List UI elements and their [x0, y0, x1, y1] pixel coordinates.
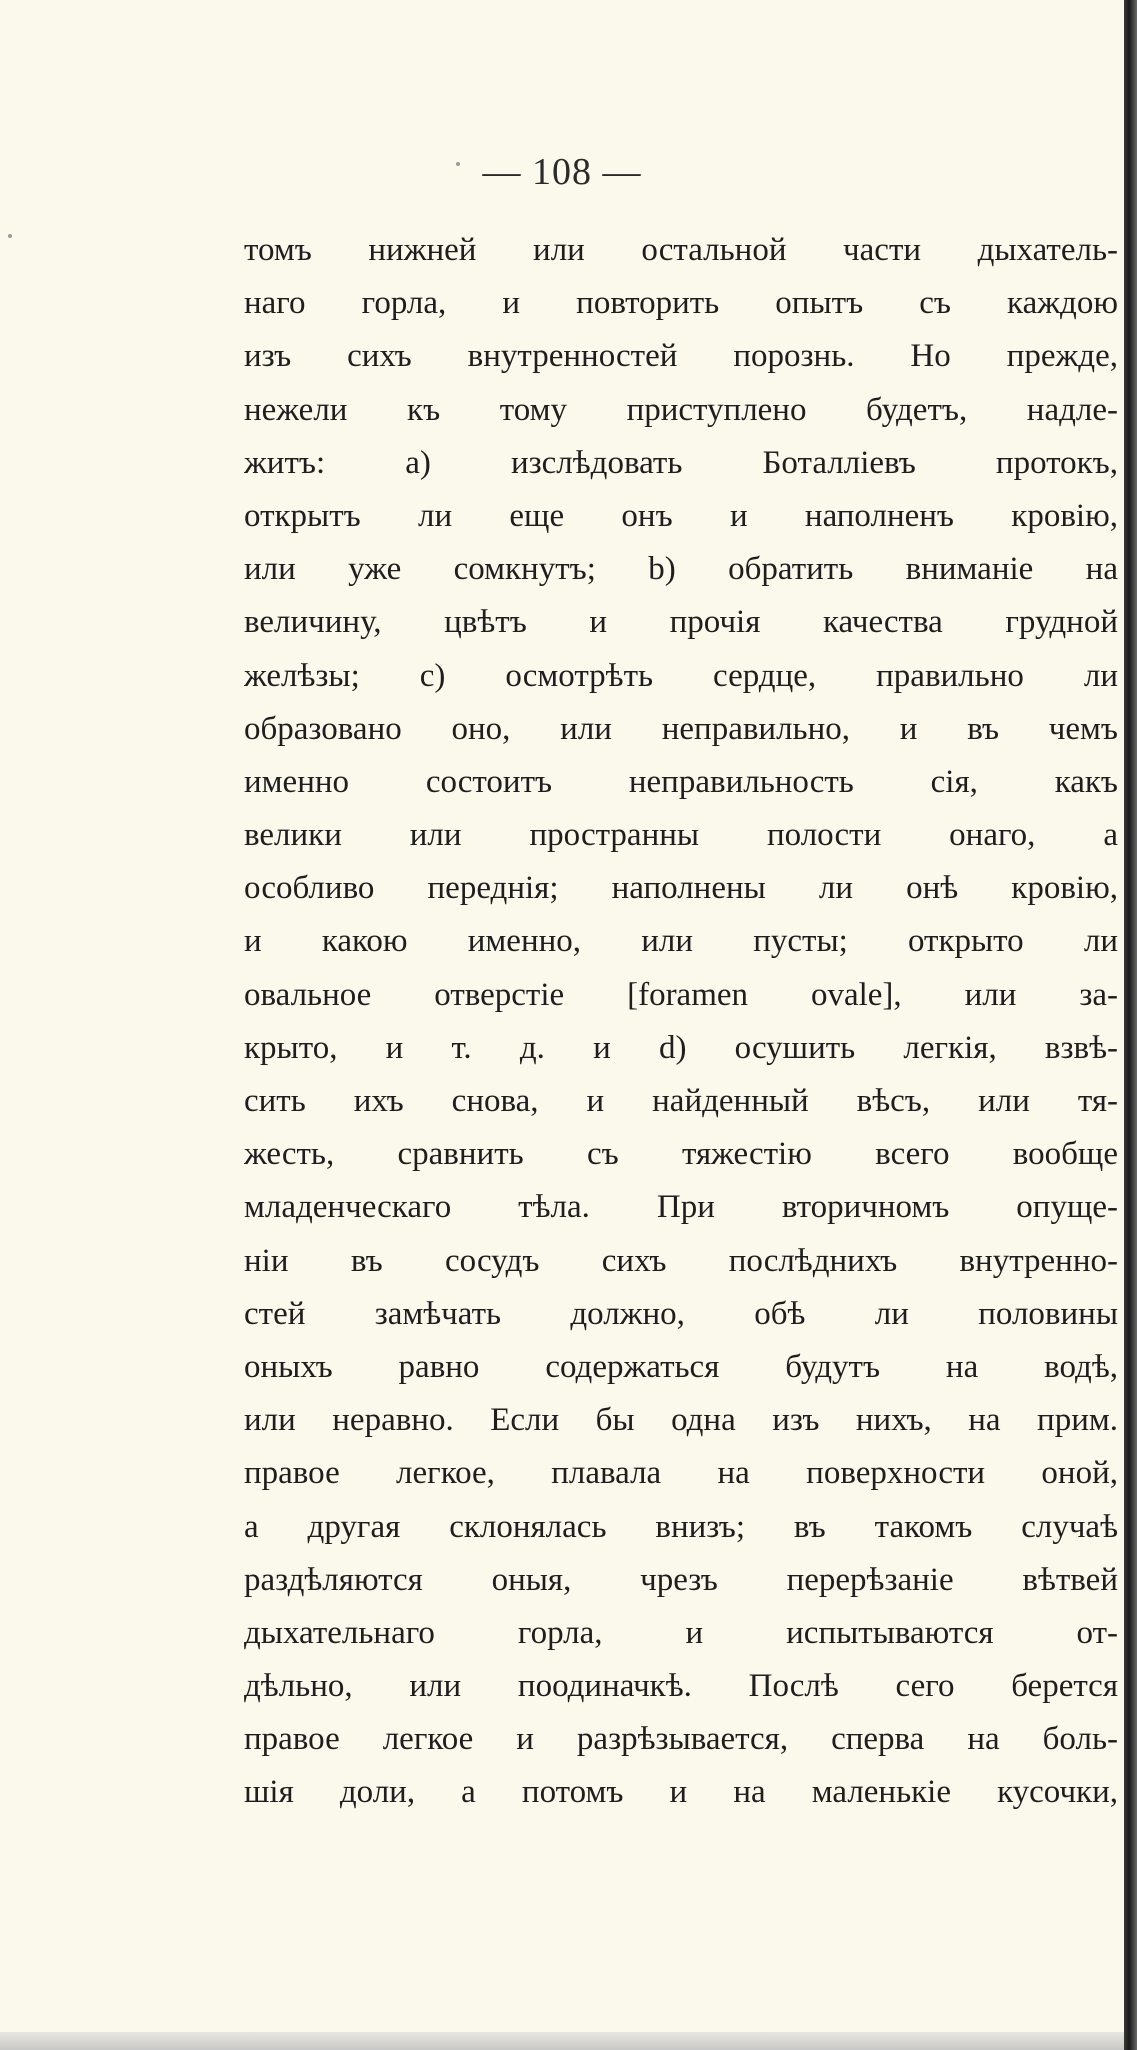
text-line: младенческаго тѣла. При вторичномъ опуще-: [244, 1189, 1118, 1226]
text-line: правое легкое и разрѣзывается, сперва на боль-: [244, 1721, 1118, 1758]
text-line: открытъ ли еще онъ и наполненъ кровію,: [244, 497, 1118, 534]
text-line: ніи въ сосудъ сихъ послѣднихъ внутренно-: [244, 1242, 1118, 1279]
text-line: овальное отверстіе [foramen ovale], или за-: [244, 976, 1118, 1013]
text-line: житъ: а) изслѣдовать Боталліевъ протокъ,: [244, 444, 1118, 481]
text-line: раздѣляются оныя, чрезъ перерѣзаніе вѣтвей: [244, 1561, 1118, 1598]
body-text: [244, 224, 1118, 1820]
text-line: или неравно. Если бы одна изъ нихъ, на прим.: [244, 1402, 1118, 1439]
paper-speck: [456, 162, 460, 166]
text-line: шія доли, а потомъ и на маленькіе кусочки,: [244, 1774, 1118, 1811]
text-line: правое легкое, плавала на поверхности оной,: [244, 1455, 1118, 1492]
text-line: изъ сихъ внутренностей порознь. Но прежде,: [244, 338, 1118, 375]
text-line: дыхательнаго горла, и испытываются от-: [244, 1614, 1118, 1651]
text-line: оныхъ равно содержаться будутъ на водѣ,: [244, 1348, 1118, 1385]
bottom-shadow: [0, 2032, 1124, 2050]
page-edge: [1124, 0, 1137, 2050]
text-line: томъ нижней или остальной части дыхатель-: [244, 232, 1118, 268]
text-line: величину, цвѣтъ и прочія качества грудной: [244, 604, 1118, 641]
text-line: желѣзы; с) осмотрѣть сердце, правильно ли: [244, 657, 1118, 694]
text-line: или уже сомкнутъ; b) обратить вниманіе на: [244, 551, 1118, 588]
text-line: дѣльно, или поодиначкѣ. Послѣ сего берется: [244, 1668, 1118, 1705]
text-line: образовано оно, или неправильно, и въ чемъ: [244, 710, 1118, 747]
text-line: сить ихъ снова, и найденный вѣсъ, или тя-: [244, 1083, 1118, 1119]
text-line: а другая склонялась внизъ; въ такомъ случаѣ: [244, 1508, 1118, 1545]
text-line: крыто, и т. д. и d) осушить легкія, взвѣ-: [244, 1029, 1118, 1066]
text-line: велики или пространны полости онаго, а: [244, 817, 1118, 854]
paper-speck: [8, 234, 12, 238]
text-line: именно состоитъ неправильность сія, какъ: [244, 763, 1118, 800]
text-line: стей замѣчать должно, обѣ ли половины: [244, 1295, 1118, 1332]
text-line: жесть, сравнить съ тяжестію всего вообще: [244, 1136, 1118, 1173]
page-number: — 108 —: [482, 151, 642, 193]
text-line: нежели къ тому приступлено будетъ, надле-: [244, 391, 1118, 428]
text-line: особливо переднія; наполнены ли онѣ кровію,: [244, 870, 1118, 907]
text-line: наго горла, и повторить опытъ съ каждою: [244, 285, 1118, 322]
text-line: и какою именно, или пусты; открыто ли: [244, 923, 1118, 960]
